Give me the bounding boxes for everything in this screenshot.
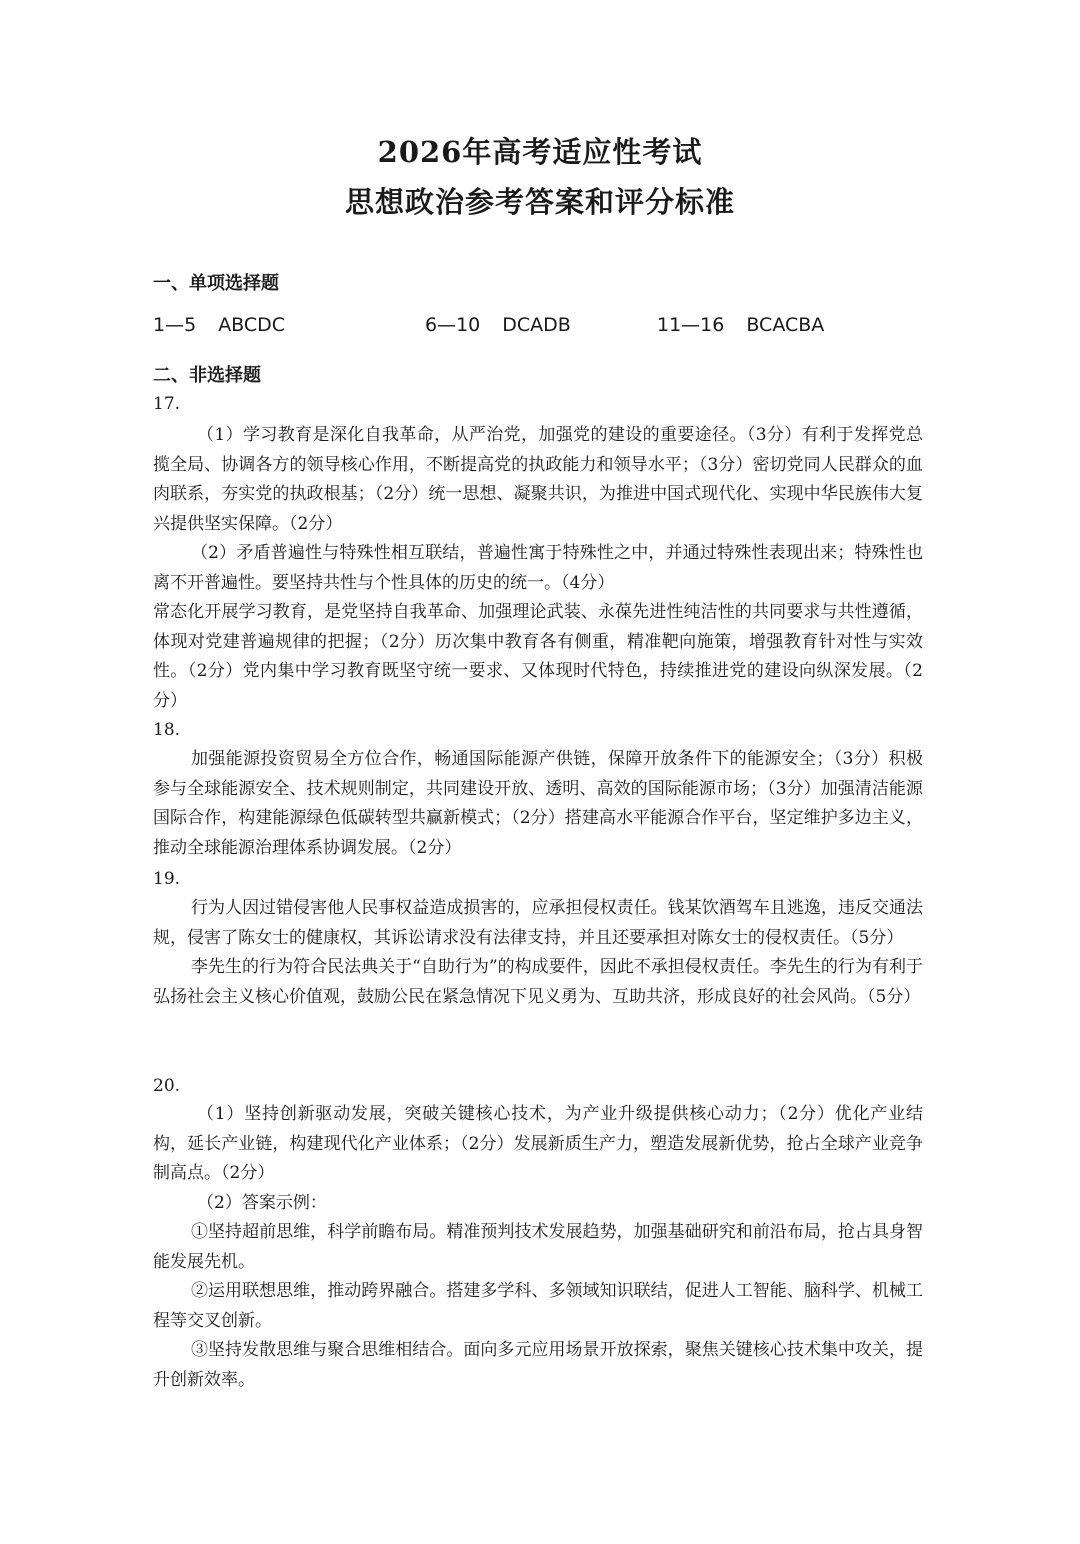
question-20-block xyxy=(153,1100,923,1395)
question-17-block xyxy=(153,421,923,716)
q20-example-2: ②运用联想思维，推动跨界融合。搭建多学科、多领域知识联结，促进人工智能、脑科学、机械工程等交叉创新。 xyxy=(153,1281,923,1331)
section-heading-nonchoice: 二、非选择题 xyxy=(153,365,261,386)
answer-group xyxy=(153,314,285,336)
answer-range: 11—16 xyxy=(657,314,725,336)
q19-part1: 行为人因过错侵害他人民事权益造成损害的，应承担侵权责任。钱某饮酒驾车且逃逸，违反交通法规，侵害了陈女士的健康权，其诉讼请求没有法律支持，并且还要承担对陈女士的侵权责任。（5分） xyxy=(153,898,923,948)
q17-part2: （2）矛盾普遍性与特殊性相互联结，普遍性寓于特殊性之中，并通过特殊性表现出来；特殊性也离不开普遍性。要坚持共性与个性具体的历史的统一。（4分） xyxy=(153,543,923,593)
q18-answer: 加强能源投资贸易全方位合作，畅通国际能源产供链，保障开放条件下的能源安全；（3分）积极参与全球能源安全、技术规则制定，共同建设开放、透明、高效的国际能源市场；（3分）加强清洁能源国际合作，构建能源绿色低碳转型共赢新模式；（2分）搭建高水平能源合作平台，坚定维护多边主义，推动全球能源治理体系协调发展。（2分） xyxy=(153,749,923,858)
q20-part1: （1）坚持创新驱动发展，突破关键核心技术，为产业升级提供核心动力；（2分）优化产业结构，延长产业链，构建现代化产业体系；（2分）发展新质生产力，塑造发展新优势，抢占全球产业竞争制高点。（2分） xyxy=(153,1104,923,1183)
question-18-block xyxy=(153,745,923,863)
answer-group xyxy=(657,314,824,336)
answer-letters: BCACBA xyxy=(746,314,825,336)
page-title: 2026年高考适应性考试 xyxy=(377,135,703,169)
question-number-19: 19. xyxy=(153,869,181,889)
question-number-17: 17. xyxy=(153,394,181,414)
answer-group xyxy=(425,314,571,336)
q17-part1: （1）学习教育是深化自我革命，从严治党，加强党的建设的重要途径。（3分）有利于发挥党总揽全局、协调各方的领导核心作用，不断提高党的执政能力和领导水平；（3分）密切党同人民群众的血肉联系，夯实党的执政根基；（2分）统一思想、凝聚共识，为推进中国式现代化、实现中华民族伟大复兴提供坚实保障。（2分） xyxy=(153,425,923,534)
q20-example-3: ③坚持发散思维与聚合思维相结合。面向多元应用场景开放探索，聚焦关键核心技术集中攻关，提升创新效率。 xyxy=(153,1340,923,1390)
q20-part2-heading: （2）答案示例： xyxy=(197,1192,327,1213)
q17-part2-analysis: 常态化开展学习教育，是党坚持自我革命、加强理论武装、永葆先进性纯洁性的共同要求与共性遵循，体现对党建普遍规律的把握；（2分）历次集中教育各有侧重，精准靶向施策，增强教育针对性与实效性。（2分）党内集中学习教育既坚守统一要求、又体现时代特色，持续推进党的建设向纵深发展。（2分） xyxy=(153,602,923,711)
answer-range: 1—5 xyxy=(153,314,197,336)
section-heading-choice: 一、单项选择题 xyxy=(153,273,279,294)
q19-part2: 李先生的行为符合民法典关于“自助行为”的构成要件，因此不承担侵权责任。李先生的行为有利于弘扬社会主义核心价值观，鼓励公民在紧急情况下见义勇为、互助共济，形成良好的社会风尚。（5分） xyxy=(153,957,923,1007)
answer-range: 6—10 xyxy=(425,314,481,336)
answer-letters: DCADB xyxy=(502,314,571,336)
question-number-20: 20. xyxy=(153,1076,181,1096)
question-19-block xyxy=(153,894,923,1012)
page-subtitle: 思想政治参考答案和评分标准 xyxy=(344,185,735,219)
answer-letters: ABCDC xyxy=(218,314,286,336)
question-number-18: 18. xyxy=(153,720,181,740)
q20-example-1: ①坚持超前思维，科学前瞻布局。精准预判技术发展趋势，加强基础研究和前沿布局，抢占具身智能发展先机。 xyxy=(153,1222,923,1272)
